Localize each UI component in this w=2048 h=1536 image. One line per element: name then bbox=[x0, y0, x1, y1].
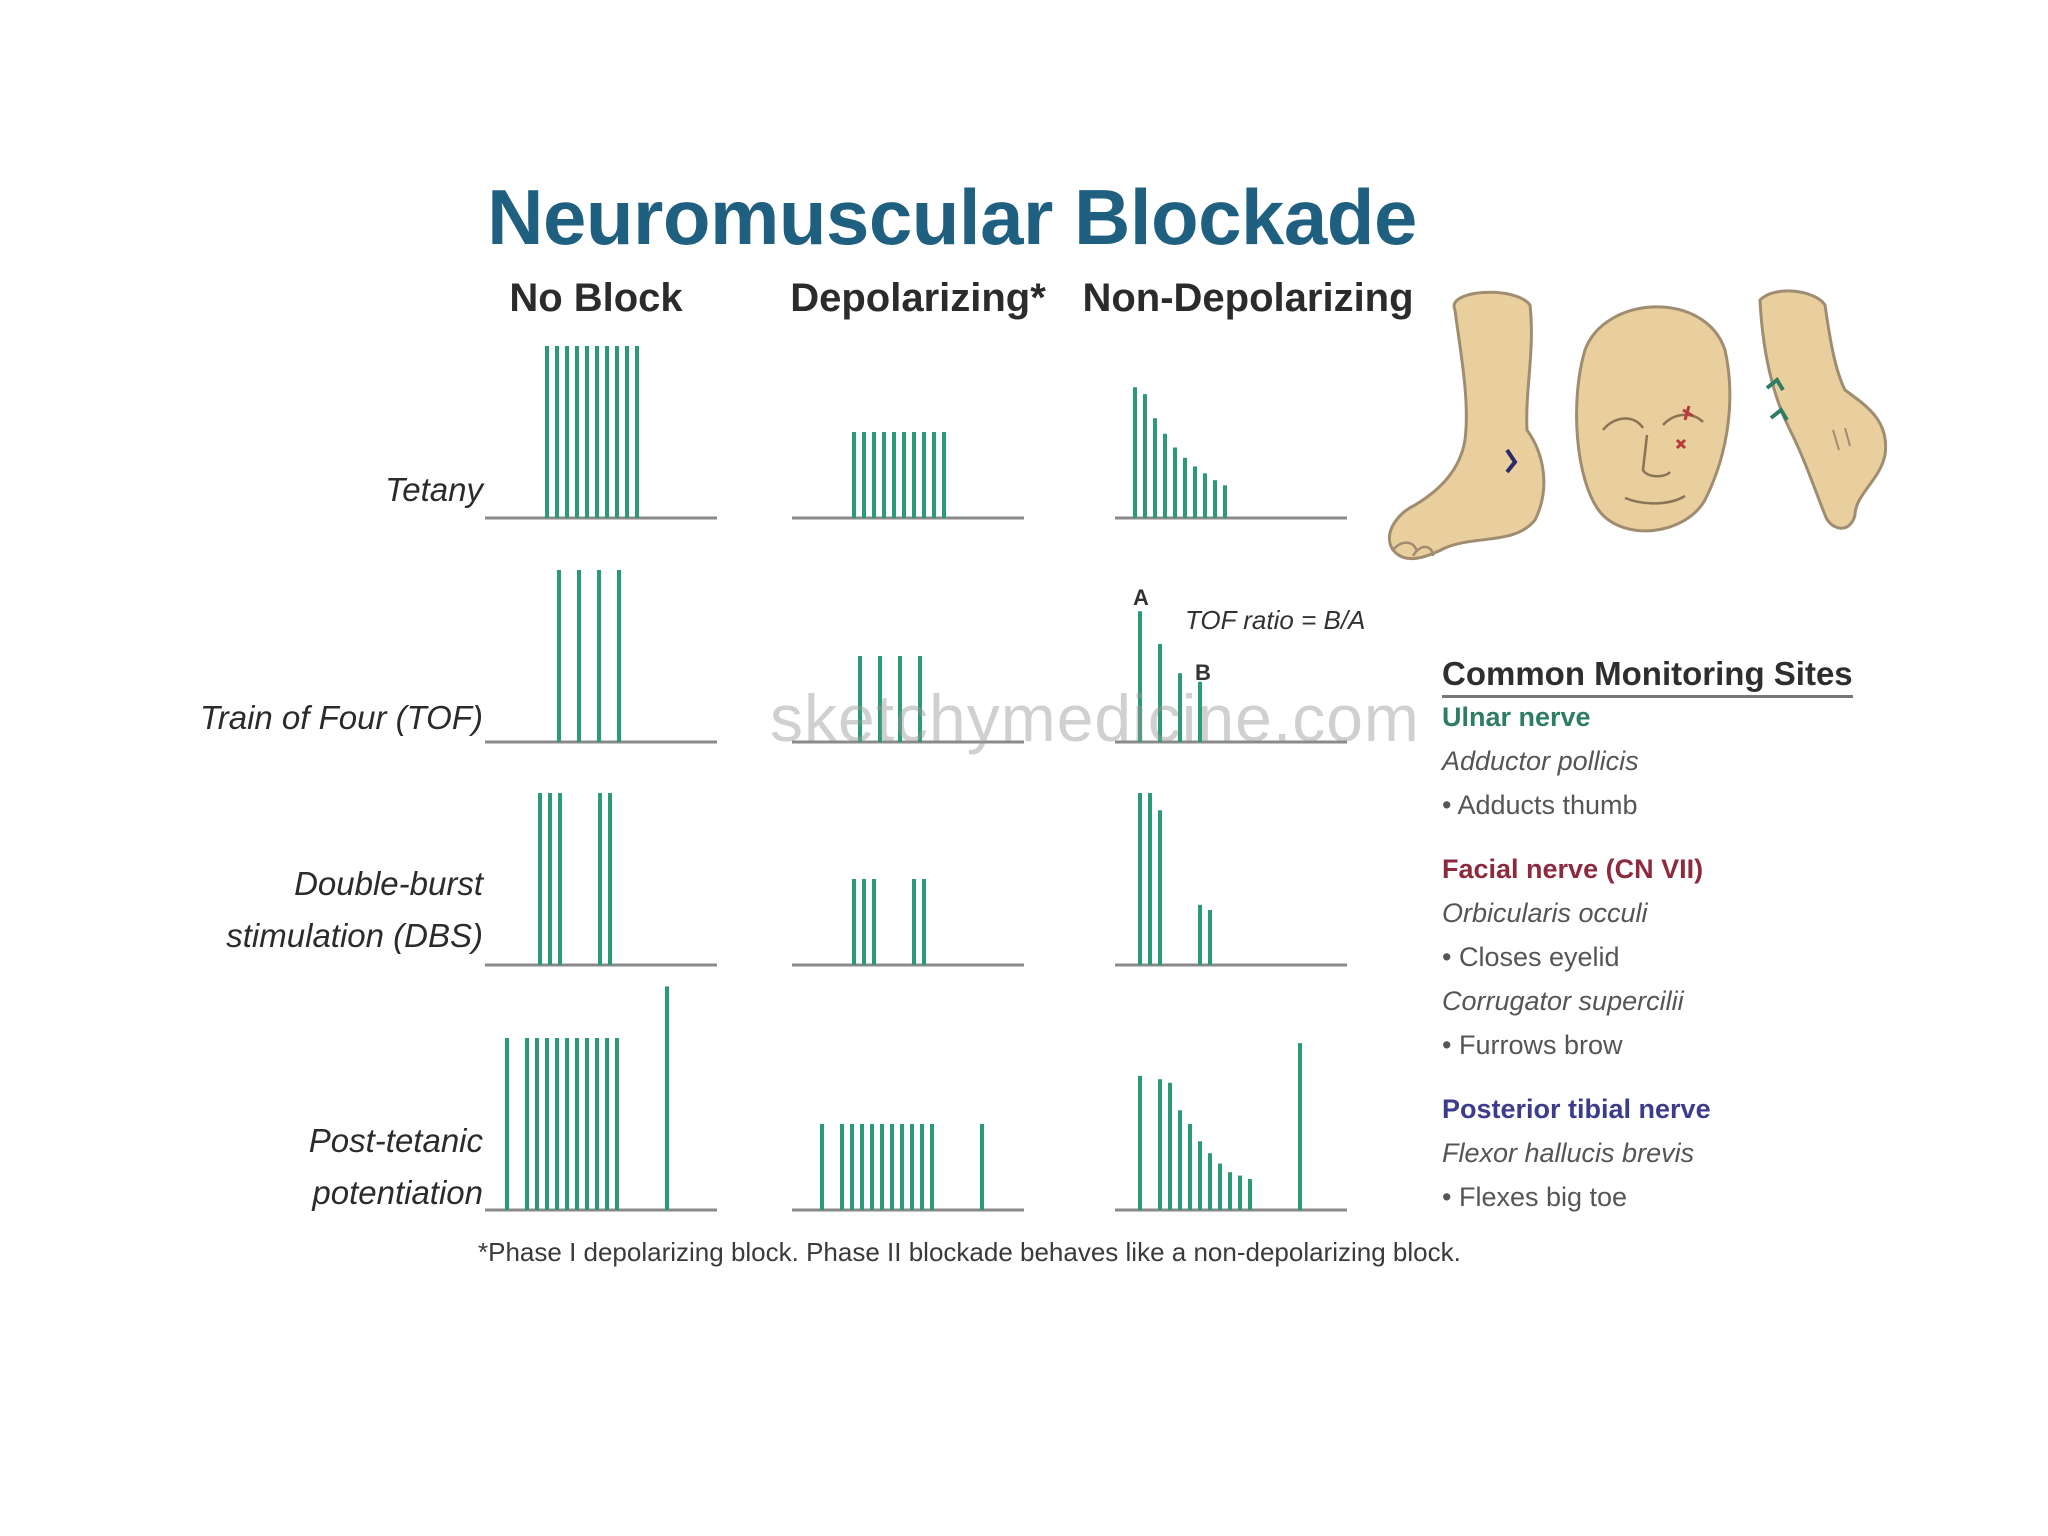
row-label-line: Tetany bbox=[385, 471, 483, 508]
row-label-line: Train of Four (TOF) bbox=[200, 699, 483, 736]
face-icon bbox=[1577, 307, 1730, 531]
monitoring-muscle: Corrugator supercilii bbox=[1442, 986, 1684, 1016]
hand-icon bbox=[1760, 291, 1886, 528]
tof-marker-a: A bbox=[1133, 585, 1149, 610]
anatomy-illustration bbox=[1385, 280, 1905, 620]
row-label-line: stimulation (DBS) bbox=[226, 917, 483, 954]
foot-icon bbox=[1389, 292, 1543, 558]
monitoring-nerve-name: Facial nerve (CN VII) bbox=[1442, 854, 1704, 884]
column-header-depolarizing: Depolarizing* bbox=[790, 276, 1046, 320]
monitoring-muscle: Flexor hallucis brevis bbox=[1442, 1138, 1695, 1168]
row-label-line: Post-tetanic bbox=[308, 1122, 483, 1159]
page-title: Neuromuscular Blockade bbox=[487, 173, 1417, 261]
monitoring-nerve-name: Posterior tibial nerve bbox=[1442, 1094, 1711, 1124]
column-header-non-depolarizing: Non-Depolarizing bbox=[1082, 276, 1414, 320]
tof-ratio-annotation: TOF ratio = B/A bbox=[1185, 605, 1366, 635]
monitoring-action: • Closes eyelid bbox=[1442, 942, 1620, 972]
row-label-line: potentiation bbox=[312, 1174, 483, 1211]
row-label-line: Double-burst bbox=[294, 865, 483, 902]
monitoring-nerve-name: Ulnar nerve bbox=[1442, 702, 1591, 732]
monitoring-action: • Flexes big toe bbox=[1442, 1182, 1628, 1212]
footnote: *Phase I depolarizing block. Phase II blockade behaves like a non-depolarizing block. bbox=[478, 1237, 1461, 1267]
monitoring-muscle: Orbicularis occuli bbox=[1442, 898, 1648, 928]
monitoring-action: • Adducts thumb bbox=[1442, 790, 1638, 820]
watermark: sketchymedicine.com bbox=[770, 681, 1420, 755]
monitoring-muscle: Adductor pollicis bbox=[1442, 746, 1639, 776]
column-header-no-block: No Block bbox=[509, 276, 683, 320]
tof-marker-b: B bbox=[1195, 660, 1211, 685]
monitoring-sites-title: Common Monitoring Sites bbox=[1442, 655, 1853, 698]
monitoring-action: • Furrows brow bbox=[1442, 1030, 1623, 1060]
